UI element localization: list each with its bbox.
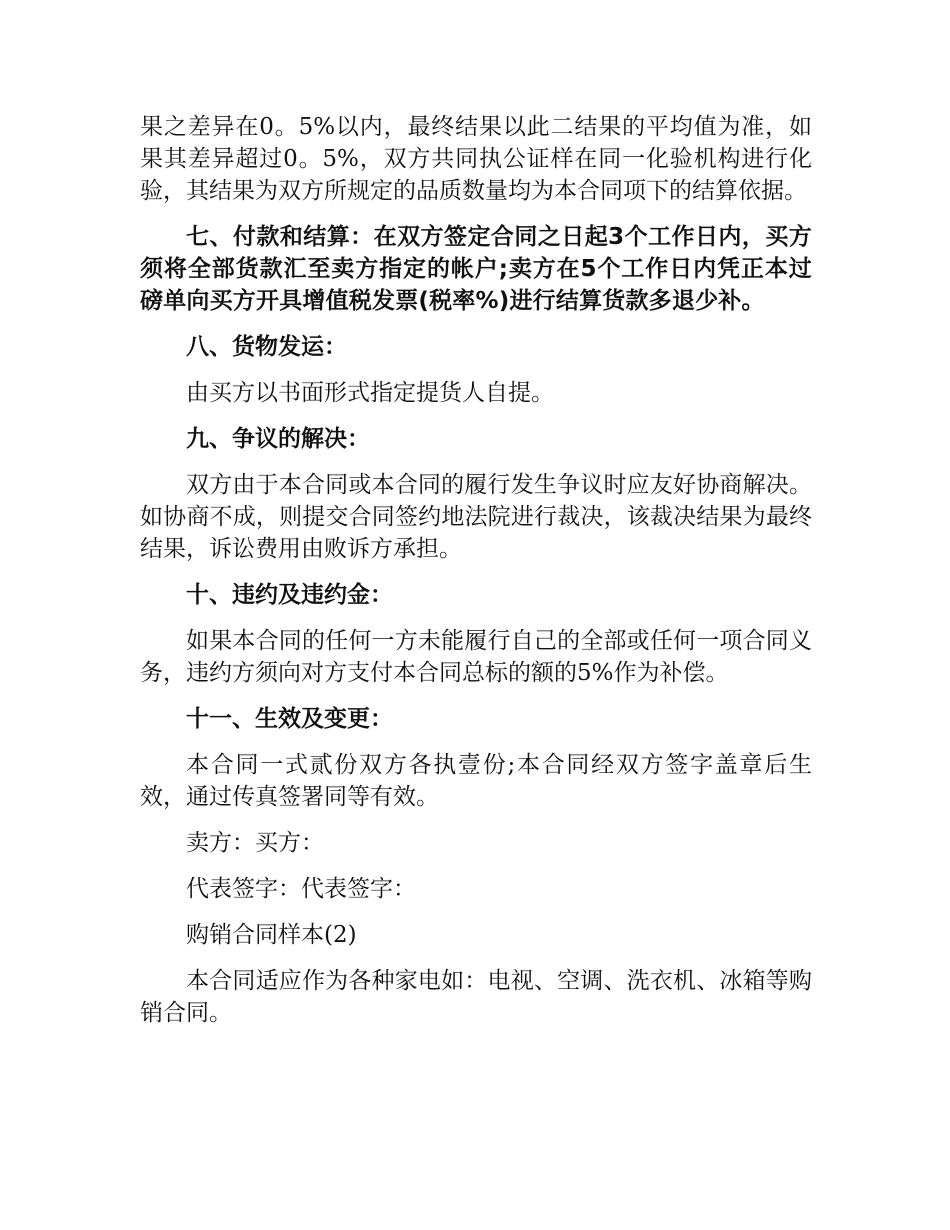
heading-breach: 十、违约及违约金： xyxy=(186,582,393,608)
parties-line: 卖方：买方： xyxy=(186,830,324,856)
paragraph-dispute: 双方由于本合同或本合同的履行发生争议时应友好协商解决。如协商不成，则提交合同签约地法院进行裁决，该裁决结果为最终结果，诉讼费用由败诉方承担。 xyxy=(140,472,812,562)
paragraph-applicability: 本合同适应作为各种家电如：电视、空调、洗衣机、冰箱等购销合同。 xyxy=(140,968,812,1026)
heading-shipment: 八、货物发运： xyxy=(186,334,347,360)
paragraph-payment-settlement: 七、付款和结算：在双方签定合同之日起3个工作日内，买方须将全部货款汇至卖方指定的帐户;卖方在5个工作日内凭正本过磅单向买方开具增值税发票(税率%)进行结算货款多退少补。 xyxy=(140,224,812,314)
paragraph-shipment: 由买方以书面形式指定提货人自提。 xyxy=(186,380,554,406)
paragraph-effect: 本合同一式贰份双方各执壹份;本合同经双方签字盖章后生效，通过传真签署同等有效。 xyxy=(140,752,812,810)
heading-effect: 十一、生效及变更： xyxy=(186,706,393,732)
signatures-line: 代表签字：代表签字： xyxy=(186,876,416,902)
paragraph-breach: 如果本合同的任何一方未能履行自己的全部或任何一项合同义务，违约方须向对方支付本合同总标的额的5%作为补偿。 xyxy=(140,628,812,686)
sample-title: 购销合同样本(2) xyxy=(186,922,357,948)
heading-dispute: 九、争议的解决： xyxy=(186,426,370,452)
document-body xyxy=(140,111,812,1043)
paragraph-quality-result: 果之差异在0。5%以内，最终结果以此二结果的平均值为准，如果其差异超过0。5%，双方共同执公证样在同一化验机构进行化验，其结果为双方所规定的品质数量均为本合同项下的结算依据。 xyxy=(140,114,812,204)
